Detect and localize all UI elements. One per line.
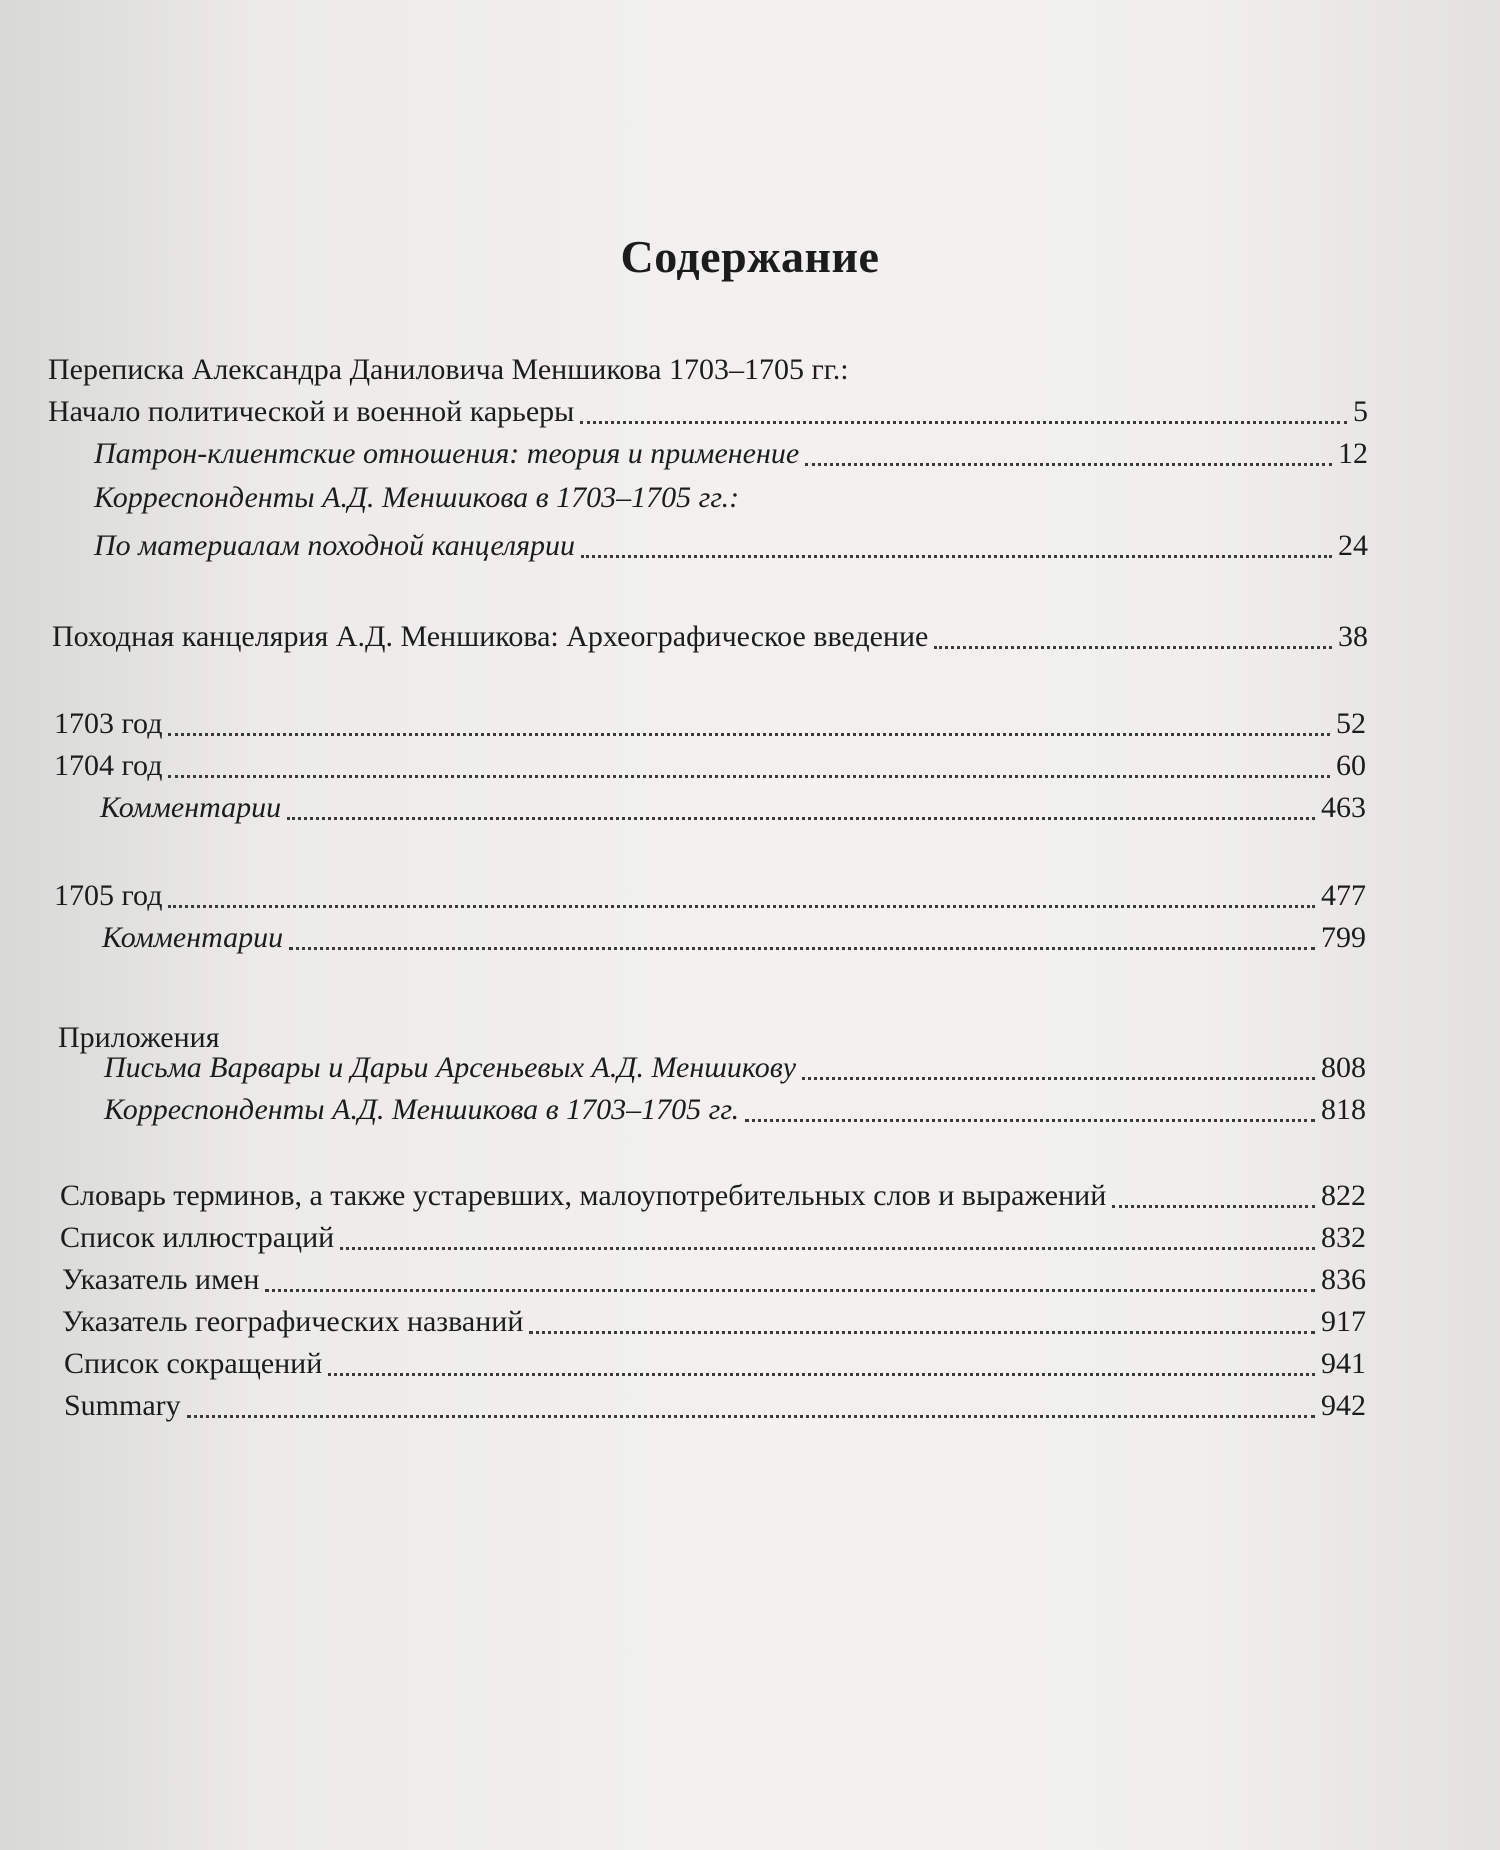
toc-entry-page: 917 <box>1321 1305 1366 1338</box>
leader-dots <box>287 817 1315 820</box>
toc-entry-1703[interactable] <box>54 704 1366 744</box>
toc-entry-comments-1704[interactable] <box>100 788 1366 828</box>
toc-entry-page: 5 <box>1353 395 1368 428</box>
toc-entry-text: Комментарии <box>100 791 282 824</box>
toc-entry-glossary[interactable] <box>60 1176 1366 1216</box>
toc-entry-patron-client[interactable] <box>94 434 1368 474</box>
toc-entry-text: Список сокращений <box>64 1347 323 1380</box>
page-title: Содержание <box>620 231 880 282</box>
toc-entry-page: 38 <box>1338 620 1368 653</box>
toc-heading-correspondents: Корреспонденты А.Д. Меншикова в 1703–1705 гг.: <box>94 481 740 514</box>
toc-entry-text: Корреспонденты А.Д. Меншикова в 1703–1705 гг. <box>104 1093 740 1126</box>
toc-entry-page: 832 <box>1321 1221 1366 1254</box>
toc-entry-arsenyev-letters[interactable] <box>104 1048 1366 1088</box>
leader-dots <box>934 646 1332 649</box>
toc-entry-page: 477 <box>1321 879 1366 912</box>
toc-entry-abbreviations[interactable] <box>64 1344 1366 1384</box>
leader-dots <box>289 947 1315 950</box>
leader-dots <box>580 421 1347 424</box>
leader-dots <box>168 905 1315 908</box>
toc-entry-text: По материалам походной канцелярии <box>94 529 576 562</box>
toc-entry-page: 463 <box>1321 791 1366 824</box>
toc-entry-archeographic-intro[interactable] <box>52 617 1368 657</box>
leader-dots <box>340 1247 1315 1250</box>
leader-dots <box>328 1373 1315 1376</box>
leader-dots <box>802 1077 1315 1080</box>
toc-entry-text: Письма Варвары и Дарьи Арсеньевых А.Д. Меншикову <box>104 1051 797 1084</box>
toc-entry-page: 836 <box>1321 1263 1366 1296</box>
leader-dots <box>1112 1205 1315 1208</box>
toc-entry-campaign-office-materials[interactable] <box>94 526 1368 566</box>
toc-entry-illustrations[interactable] <box>60 1218 1366 1258</box>
toc-heading-appendices: Приложения <box>58 1021 220 1054</box>
toc-entry-page: 24 <box>1338 529 1368 562</box>
toc-entry-page: 12 <box>1338 437 1368 470</box>
leader-dots <box>168 733 1330 736</box>
leader-dots <box>265 1289 1315 1292</box>
leader-dots <box>168 775 1330 778</box>
toc-entry-text: Список иллюстраций <box>60 1221 335 1254</box>
leader-dots <box>745 1119 1315 1122</box>
toc-entry-career[interactable] <box>48 392 1368 432</box>
toc-entry-text: Словарь терминов, а также устаревших, малоупотребительных слов и выражений <box>60 1179 1107 1212</box>
leader-dots <box>805 463 1332 466</box>
toc-entry-text: Указатель географических названий <box>62 1305 524 1338</box>
toc-entry-text: Патрон-клиентские отношения: теория и применение <box>94 437 800 470</box>
toc-entry-page: 799 <box>1321 921 1366 954</box>
toc-entry-name-index[interactable] <box>62 1260 1366 1300</box>
toc-entry-text: Комментарии <box>102 921 284 954</box>
toc-entry-page: 941 <box>1321 1347 1366 1380</box>
toc-entry-text: Указатель имен <box>62 1263 260 1296</box>
toc-entry-summary[interactable] <box>64 1386 1366 1426</box>
toc-entry-1705[interactable] <box>54 876 1366 916</box>
toc-entry-correspondents-appendix[interactable] <box>104 1090 1366 1130</box>
toc-entry-text: 1703 год <box>54 707 163 740</box>
leader-dots <box>581 555 1332 558</box>
leader-dots <box>529 1331 1315 1334</box>
toc-entry-page: 942 <box>1321 1389 1366 1422</box>
toc-entry-page: 822 <box>1321 1179 1366 1212</box>
toc-entry-page: 818 <box>1321 1093 1366 1126</box>
toc-entry-text: Summary <box>64 1389 181 1422</box>
leader-dots <box>187 1415 1315 1418</box>
toc-heading-correspondence: Переписка Александра Даниловича Меншикова 1703–1705 гг.: <box>48 353 849 386</box>
toc-entry-geo-index[interactable] <box>62 1302 1366 1342</box>
toc-entry-comments-1705[interactable] <box>102 918 1366 958</box>
toc-entry-1704[interactable] <box>54 746 1366 786</box>
toc-entry-page: 808 <box>1321 1051 1366 1084</box>
toc-entry-page: 60 <box>1336 749 1366 782</box>
toc-entry-text: Начало политической и военной карьеры <box>48 395 575 428</box>
toc-entry-text: 1704 год <box>54 749 163 782</box>
toc-entry-page: 52 <box>1336 707 1366 740</box>
toc-entry-text: Походная канцелярия А.Д. Меншикова: Археографическое введение <box>52 620 929 653</box>
toc-entry-text: 1705 год <box>54 879 163 912</box>
